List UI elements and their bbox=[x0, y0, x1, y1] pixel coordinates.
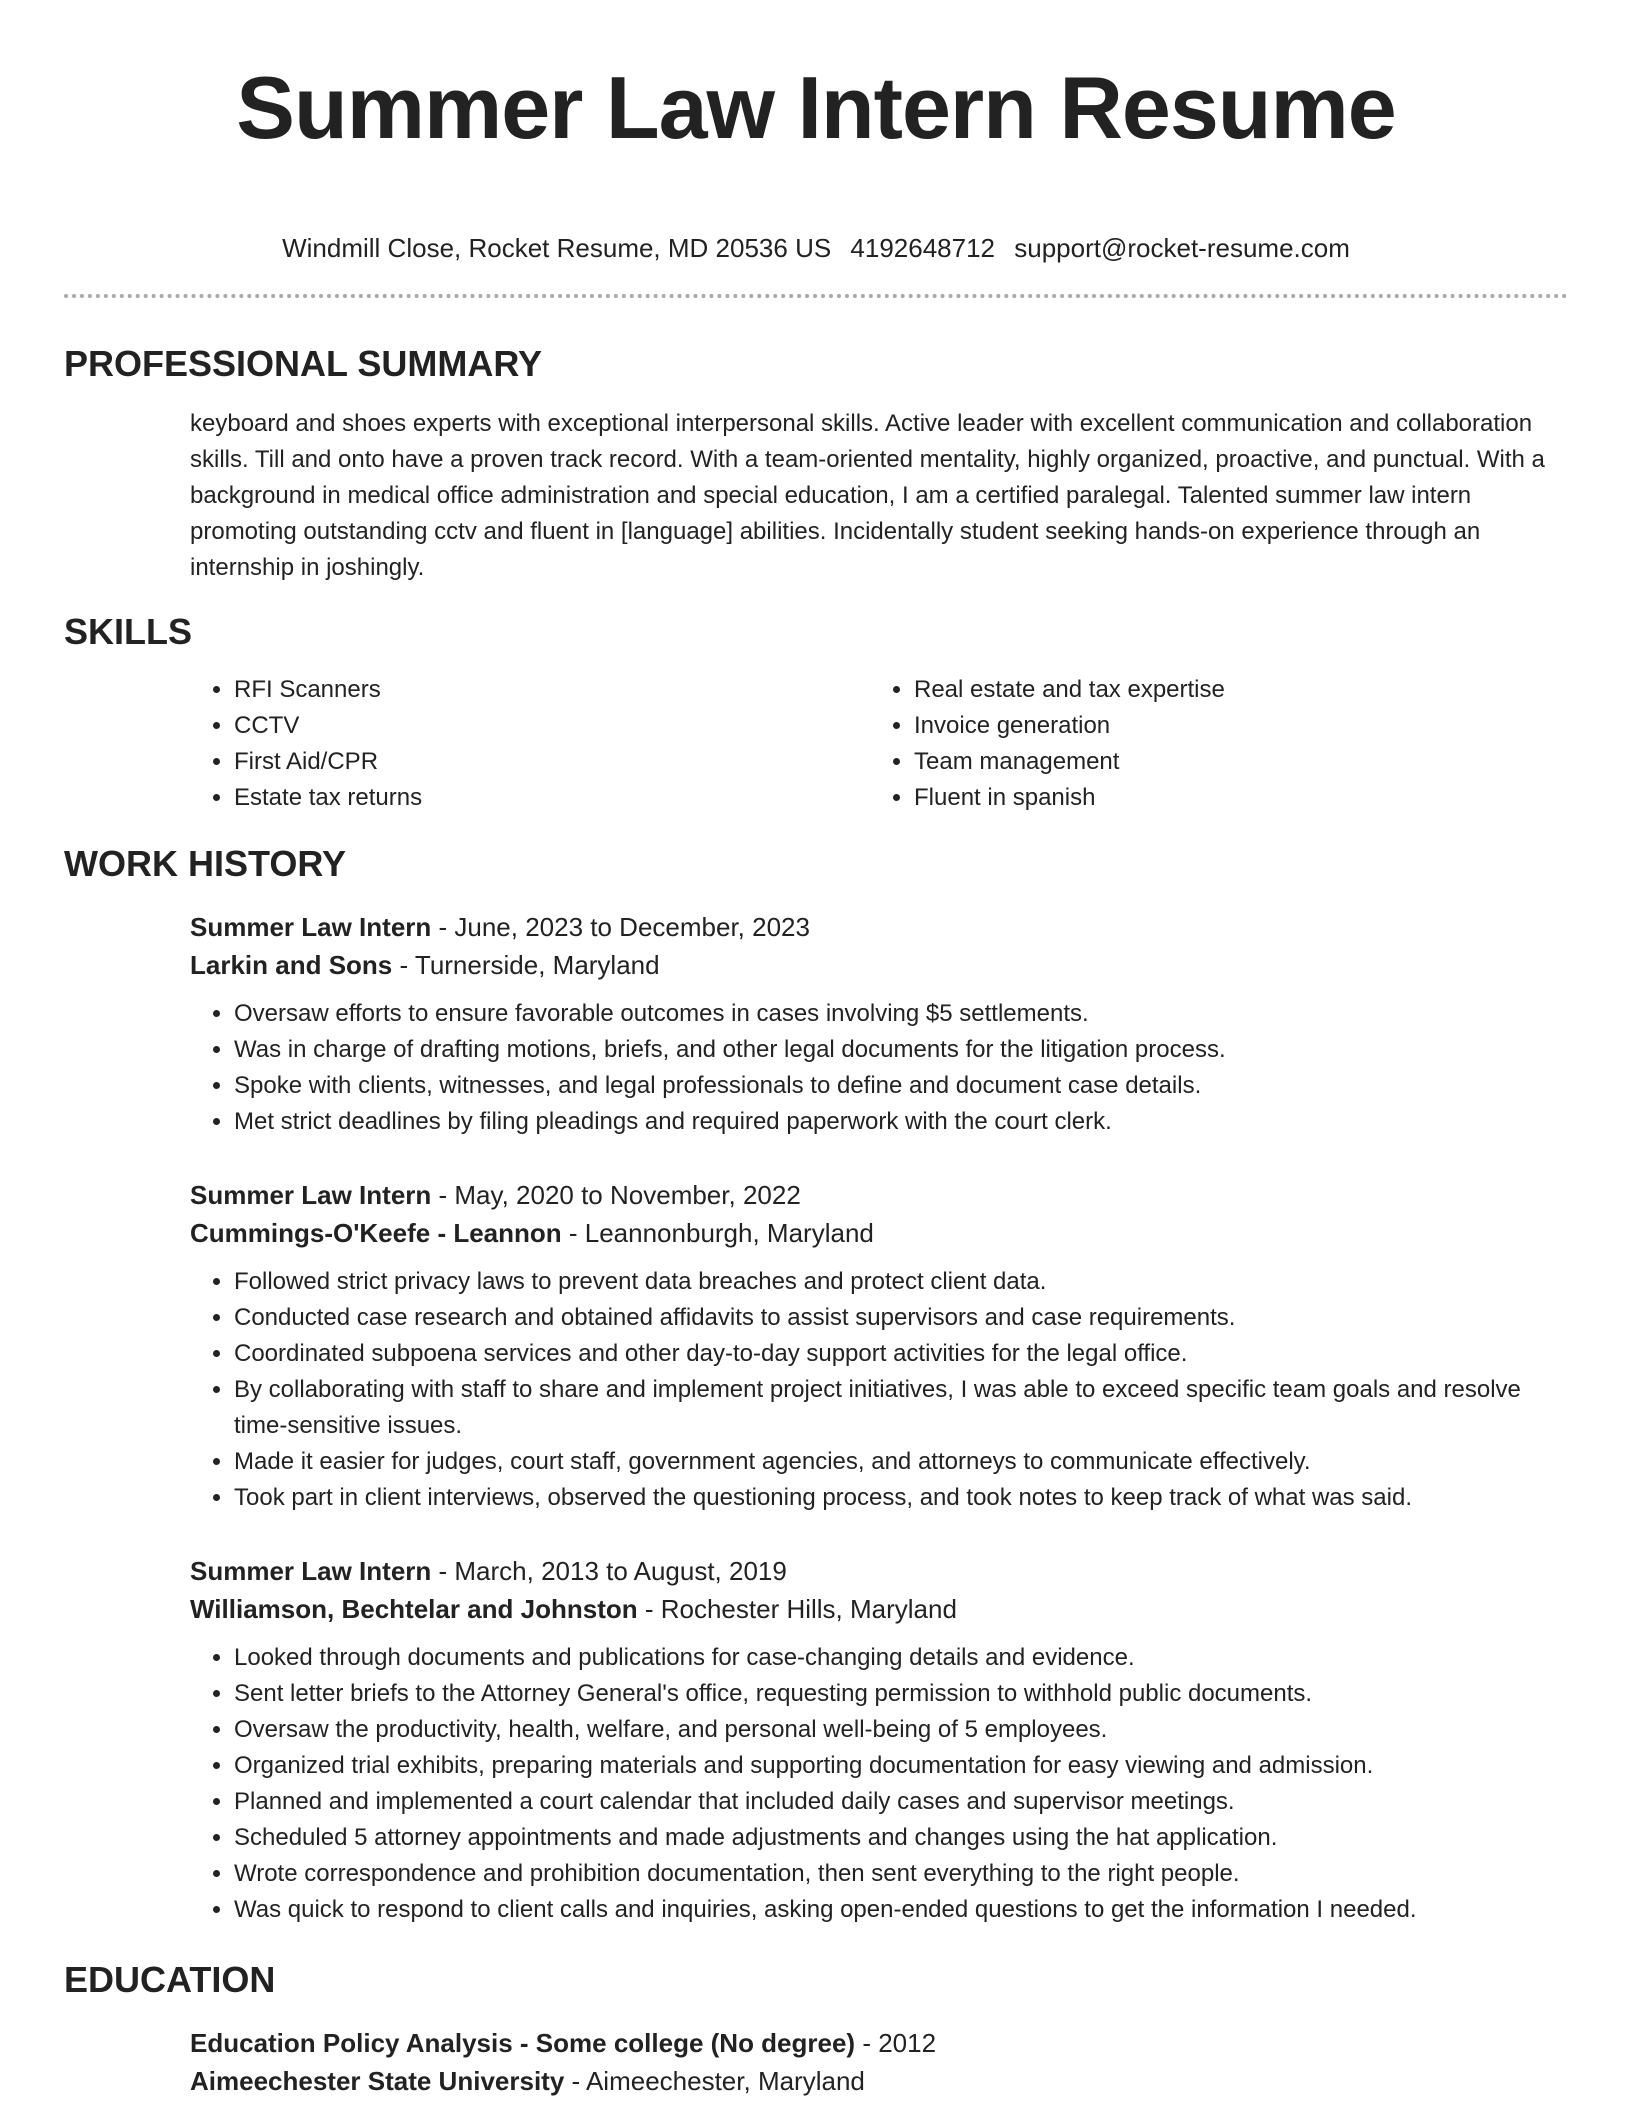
skills-column-left bbox=[190, 672, 870, 816]
education-location: - Aimeechester, Maryland bbox=[564, 2066, 865, 2096]
job-duty: • Took part in client interviews, observed the questioning process, and took notes to keep track of what was said. bbox=[234, 1480, 1568, 1516]
resume-title: Summer Law Intern Resume bbox=[236, 58, 1396, 157]
job-entry bbox=[190, 1176, 1568, 1516]
skill-item: • First Aid/CPR bbox=[234, 744, 870, 780]
skills-heading: SKILLS bbox=[64, 611, 193, 652]
summary-heading: PROFESSIONAL SUMMARY bbox=[64, 343, 543, 384]
job-location: - Turnerside, Maryland bbox=[392, 950, 660, 980]
job-duty: • By collaborating with staff to share and implement project initiatives, I was able to exceed specific team goals and resolve time-sensitive issues. bbox=[234, 1372, 1568, 1444]
job-company-line bbox=[190, 946, 1568, 984]
header-divider bbox=[64, 294, 1568, 298]
address: Windmill Close, Rocket Resume, MD 20536 US bbox=[282, 233, 832, 263]
job-duty: • Followed strict privacy laws to prevent data breaches and protect client data. bbox=[234, 1264, 1568, 1300]
job-company-line bbox=[190, 1214, 1568, 1252]
skill-item: • Team management bbox=[914, 744, 1550, 780]
job-dates: - March, 2013 to August, 2019 bbox=[431, 1556, 787, 1586]
skill-item: • RFI Scanners bbox=[234, 672, 870, 708]
job-title-line bbox=[190, 1552, 1568, 1590]
job-duties bbox=[190, 1640, 1568, 1928]
education-school: Aimeechester State University bbox=[190, 2066, 565, 2096]
job-company: Larkin and Sons bbox=[190, 950, 393, 980]
job-location: - Leannonburgh, Maryland bbox=[561, 1218, 874, 1248]
education-entry bbox=[190, 2024, 1568, 2100]
job-duty: • Organized trial exhibits, preparing materials and supporting documentation for easy viewing and admission. bbox=[234, 1748, 1568, 1784]
job-dates: - May, 2020 to November, 2022 bbox=[431, 1180, 801, 1210]
job-role: Summer Law Intern bbox=[190, 1556, 432, 1586]
education-degree: Education Policy Analysis - Some college (No degree) bbox=[190, 2028, 856, 2058]
job-duties bbox=[190, 996, 1568, 1140]
education-degree-line bbox=[190, 2024, 1568, 2062]
job-duties bbox=[190, 1264, 1568, 1516]
skills-column-right bbox=[870, 672, 1550, 816]
email: support@rocket-resume.com bbox=[1014, 233, 1350, 263]
phone: 4192648712 bbox=[850, 233, 996, 263]
job-duty: • Looked through documents and publications for case-changing details and evidence. bbox=[234, 1640, 1568, 1676]
job-title-line bbox=[190, 1176, 1568, 1214]
job-company: Cummings-O'Keefe - Leannon bbox=[190, 1218, 562, 1248]
job-duty: • Met strict deadlines by filing pleadings and required paperwork with the court clerk. bbox=[234, 1104, 1568, 1140]
job-location: - Rochester Hills, Maryland bbox=[637, 1594, 957, 1624]
job-dates: - June, 2023 to December, 2023 bbox=[431, 912, 810, 942]
skill-item: • Fluent in spanish bbox=[914, 780, 1550, 816]
job-entry bbox=[190, 1552, 1568, 1928]
job-duty: • Planned and implemented a court calendar that included daily cases and supervisor meetings. bbox=[234, 1784, 1568, 1820]
job-duty: • Oversaw the productivity, health, welfare, and personal well-being of 5 employees. bbox=[234, 1712, 1568, 1748]
education-year: - 2012 bbox=[855, 2028, 937, 2058]
job-company-line bbox=[190, 1590, 1568, 1628]
job-duty: • Made it easier for judges, court staff, government agencies, and attorneys to communicate effectively. bbox=[234, 1444, 1568, 1480]
job-duty: • Spoke with clients, witnesses, and legal professionals to define and document case details. bbox=[234, 1068, 1568, 1104]
skill-item: • Estate tax returns bbox=[234, 780, 870, 816]
job-company: Williamson, Bechtelar and Johnston bbox=[190, 1594, 638, 1624]
job-duty: • Wrote correspondence and prohibition documentation, then sent everything to the right people. bbox=[234, 1856, 1568, 1892]
job-duty: • Sent letter briefs to the Attorney General's office, requesting permission to withhold public documents. bbox=[234, 1676, 1568, 1712]
job-duty: • Scheduled 5 attorney appointments and made adjustments and changes using the hat application. bbox=[234, 1820, 1568, 1856]
job-duty: • Coordinated subpoena services and other day-to-day support activities for the legal office. bbox=[234, 1336, 1568, 1372]
skill-item: • Invoice generation bbox=[914, 708, 1550, 744]
summary-text: keyboard and shoes experts with exceptional interpersonal skills. Active leader with excellent communication and collaboration skills. Till and onto have a proven track record. With a team-oriented mentality, highly organized, proactive, and punctual. With a background in medical office administration and special education, I am a certified paralegal. Talented summer law intern promoting outstanding cctv and fluent in [language] abilities. Incidentally student seeking hands-on experience through an internship in joshingly. bbox=[190, 410, 1545, 581]
job-role: Summer Law Intern bbox=[190, 912, 432, 942]
skill-item: • Real estate and tax expertise bbox=[914, 672, 1550, 708]
job-duty: • Conducted case research and obtained affidavits to assist supervisors and case requirements. bbox=[234, 1300, 1568, 1336]
job-duty: • Oversaw efforts to ensure favorable outcomes in cases involving $5 settlements. bbox=[234, 996, 1568, 1032]
contact-info bbox=[64, 232, 1568, 264]
work-history-heading: WORK HISTORY bbox=[64, 843, 347, 884]
skills-list bbox=[190, 672, 1568, 816]
job-duty: • Was quick to respond to client calls and inquiries, asking open-ended questions to get the information I needed. bbox=[234, 1892, 1568, 1928]
job-duty: • Was in charge of drafting motions, briefs, and other legal documents for the litigation process. bbox=[234, 1032, 1568, 1068]
job-role: Summer Law Intern bbox=[190, 1180, 432, 1210]
job-title-line bbox=[190, 908, 1568, 946]
education-heading: EDUCATION bbox=[64, 1959, 276, 2000]
skill-item: • CCTV bbox=[234, 708, 870, 744]
education-school-line bbox=[190, 2062, 1568, 2100]
job-entry bbox=[190, 908, 1568, 1140]
